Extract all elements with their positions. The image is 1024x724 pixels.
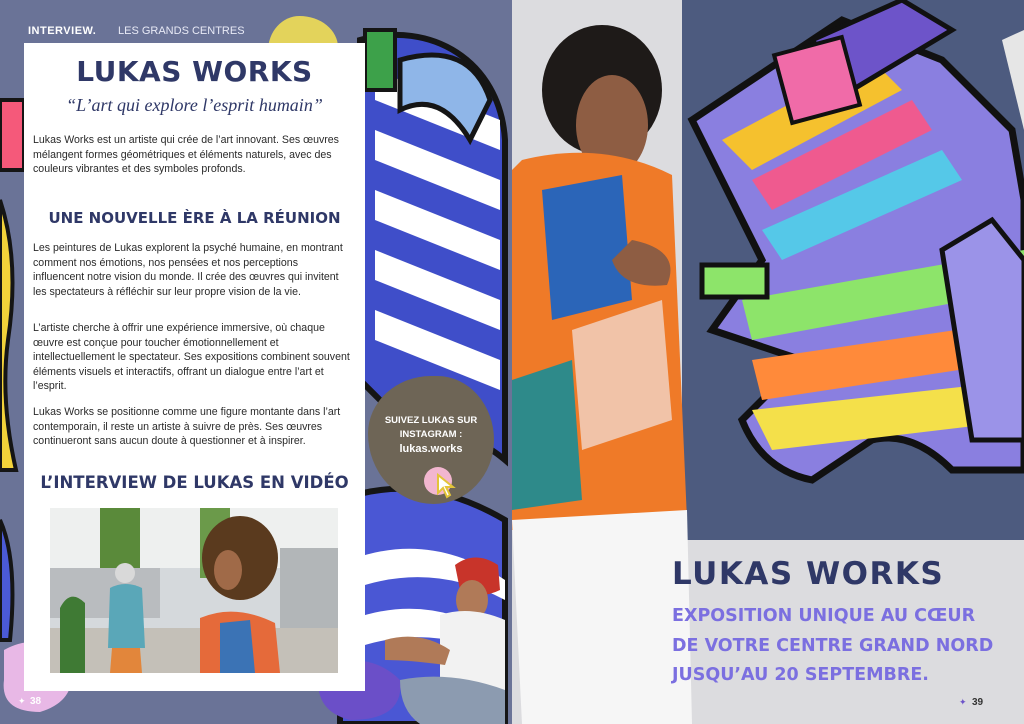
sparkle-icon: ✦ <box>18 696 26 706</box>
body-paragraph-2: L’artiste cherche à offrir une expérience immersive, où chaque œuvre est conçue pour toucher émotionnellement et intellectuellement le spectateur. Ses expositions combinent souvent éléments visuels et interactifs, offrant un dialogue entre l’art et l’esprit. <box>33 322 350 392</box>
badge-line-2: INSTAGRAM : <box>399 429 463 440</box>
sparkle-icon: ✦ <box>959 697 967 707</box>
right-page <box>512 0 1024 724</box>
article-subtitle: “L’art qui explore l’esprit humain” <box>66 95 323 115</box>
video-heading: L’INTERVIEW DE LUKAS EN VIDÉO <box>40 473 349 492</box>
body-paragraph-3: Lukas Works se positionne comme une figure montante dans l’art contemporain, il reste un artiste à suivre de près. Ses œuvres continueront sans aucun doute à questionner et à inspirer. <box>33 406 341 447</box>
page-number-left: 38 <box>30 696 42 707</box>
subsection-label: LES GRANDS CENTRES <box>118 25 245 37</box>
exhibition-line-1: EXPOSITION UNIQUE AU CŒUR <box>672 606 976 626</box>
section-heading: UNE NOUVELLE ÈRE À LA RÉUNION <box>48 209 341 227</box>
badge-line-1: SUIVEZ LUKAS SUR <box>384 415 478 426</box>
exhibition-line-3: JUSQU’AU 20 SEPTEMBRE. <box>672 665 929 685</box>
exhibition-line-2: DE VOTRE CENTRE GRAND NORD <box>672 636 994 656</box>
badge-text <box>368 414 494 456</box>
article-title: LUKAS WORKS <box>76 55 313 88</box>
interview-video-thumbnail[interactable] <box>50 508 338 673</box>
section-label: INTERVIEW. <box>28 25 97 37</box>
cursor-click-icon <box>424 467 452 495</box>
article-card <box>24 43 365 691</box>
instagram-handle[interactable]: lukas.works <box>399 443 463 455</box>
page-number-right: 39 <box>972 697 984 708</box>
exhibition-title: LUKAS WORKS <box>672 556 945 592</box>
interview-photo <box>50 508 338 673</box>
intro-paragraph: Lukas Works est un artiste qui crée de l’art innovant. Ses œuvres mélangent formes géométriques et éléments naturels, avec des couleurs vibrantes et des symboles profonds. <box>33 134 339 175</box>
body-paragraph-1: Les peintures de Lukas explorent la psyché humaine, en montrant comment nos émotions, nos pensées et nos perceptions influencent notre vision du monde. Il crée des œuvres qui invitent les spectateurs à réfléchir sur leur propre vision de la vie. <box>33 242 343 298</box>
page-header <box>28 25 245 41</box>
